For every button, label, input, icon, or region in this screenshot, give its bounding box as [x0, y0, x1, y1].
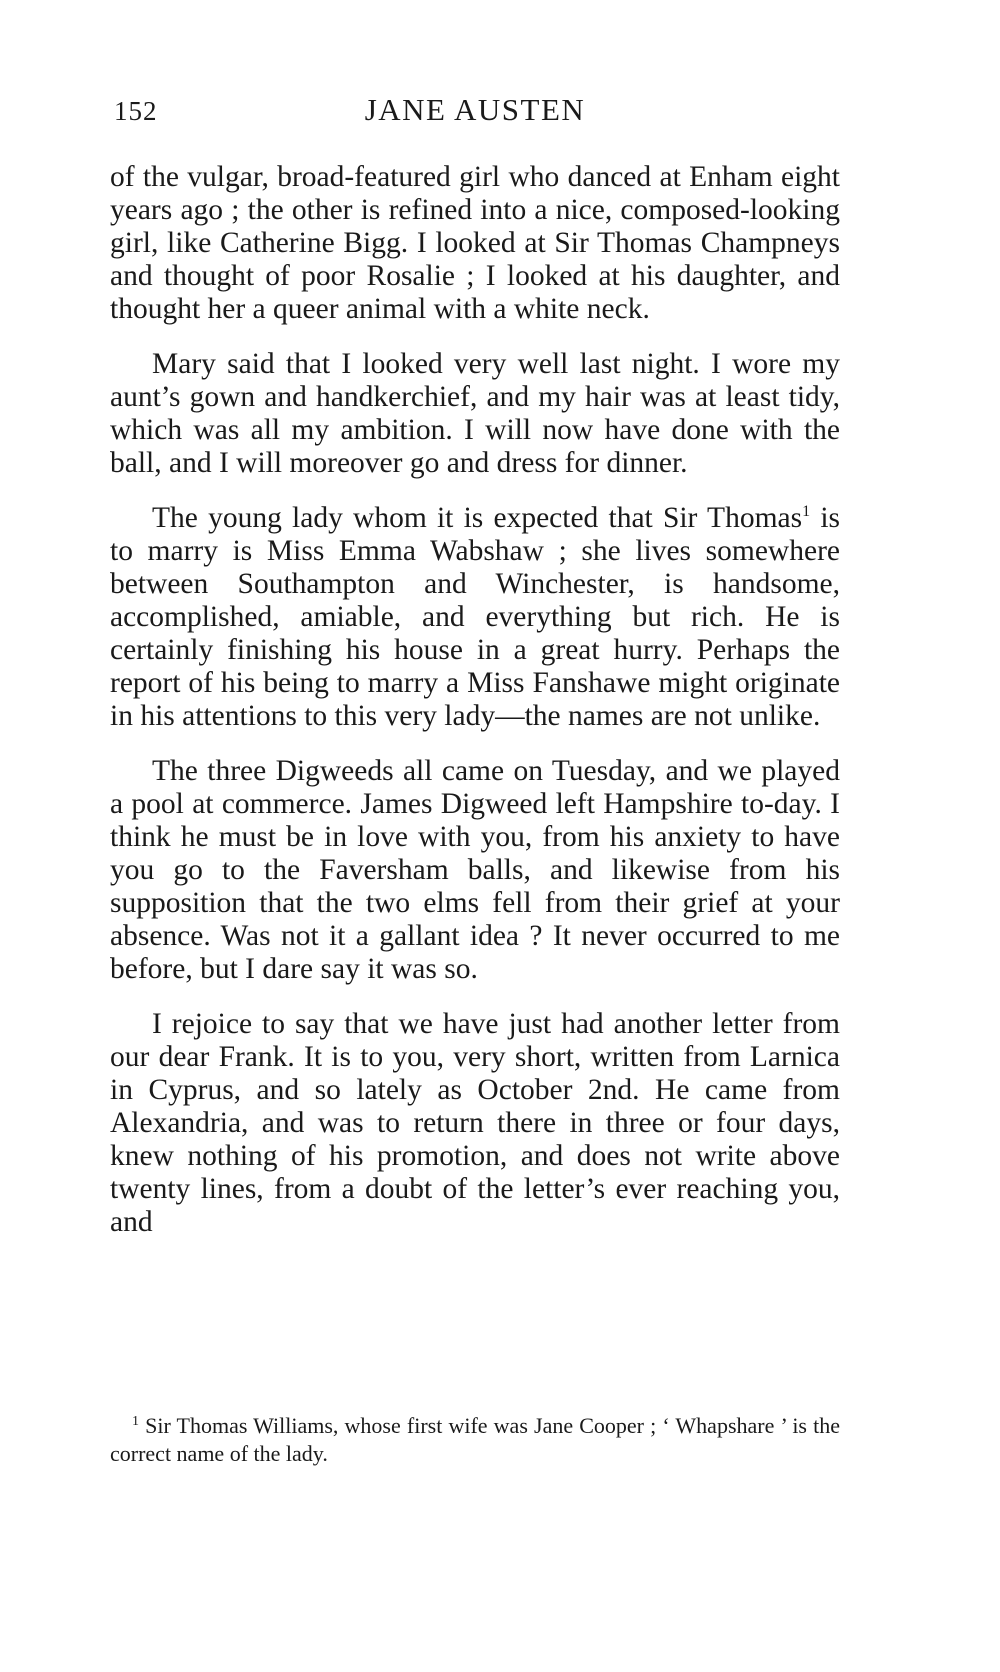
footnote-1: [110, 1412, 840, 1468]
page-number: 152: [114, 96, 158, 126]
paragraph-5: I rejoice to say that we have just had another letter from our dear Frank. It is to you, very short, written from Larnica in Cyprus, and so lately as October 2nd. He came from Alexandria, and was to return there in three or four days, knew nothing of his promotion, and does not write above twenty lines, from a doubt of the letter’s ever reaching you, and: [110, 1008, 840, 1238]
footnote-marker: 1: [132, 1414, 139, 1429]
paragraph-3: [110, 502, 840, 733]
paragraph-3-end: is to marry is Miss Emma Wabshaw ; she lives somewhere between Southampton and Winchester, is handsome, accomplished, amiable, and everything but rich. He is certainly finishing his house in a great hurry. Perhaps the report of his being to marry a Miss Fanshawe might originate in his attentions to this very lady—the names are not unlike.: [110, 502, 840, 732]
paragraph-3-start: The young lady whom it is expected that Sir Thomas: [152, 502, 803, 534]
running-head: [110, 92, 840, 132]
body-text: [110, 161, 840, 1261]
running-title: JANE AUSTEN: [364, 92, 586, 127]
paragraph-4: The three Digweeds all came on Tuesday, and we played a pool at commerce. James Digweed left Hampshire to-day. I think he must be in love with you, from his anxiety to have you go to the Faversham balls, and likewise from his supposition that the two elms fell from their grief at your absence. Was not it a gallant idea ? It never occurred to me before, but I dare say it was so.: [110, 755, 840, 985]
footnote-reference: 1: [802, 503, 811, 520]
footnotes: [110, 1412, 840, 1468]
paragraph-1: of the vulgar, broad-featured girl who danced at Enham eight years ago ; the other is refined into a nice, composed-looking girl, like Catherine Bigg. I looked at Sir Thomas Champneys and thought of poor Rosalie ; I looked at his daughter, and thought her a queer animal with a white neck.: [110, 161, 840, 325]
footnote-text: Sir Thomas Williams, whose first wife was Jane Cooper ; ‘ Whapshare ’ is the correct name of the lady.: [110, 1413, 840, 1466]
paragraph-2: Mary said that I looked very well last night. I wore my aunt’s gown and handkerchief, and my hair was at least tidy, which was all my ambition. I will now have done with the ball, and I will moreover go and dress for dinner.: [110, 348, 840, 479]
